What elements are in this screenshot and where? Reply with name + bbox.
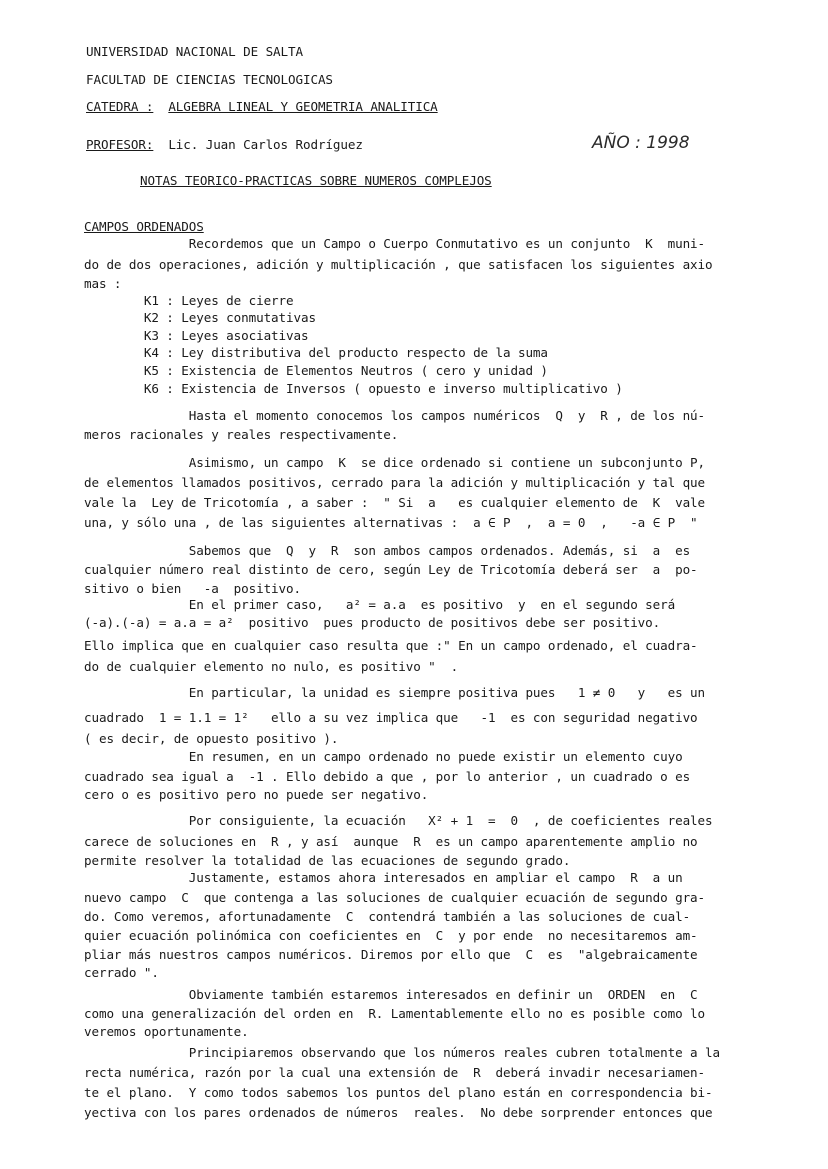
body-line: vale la Ley de Tricotomía , a saber : " Si a es cualquier elemento de K vale: [84, 495, 706, 510]
body-line: cero o es positivo pero no puede ser negativo.: [84, 787, 429, 802]
professor-label: PROFESOR:: [86, 137, 154, 152]
body-line: cerrado ".: [84, 965, 159, 980]
year-handwritten: AÑO : 1998: [592, 133, 690, 153]
body-line: recta numérica, razón por la cual una extensión de R deberá invadir necesariamen-: [84, 1065, 706, 1080]
body-line: En el primer caso, a² = a.a es positivo y en el segundo será: [84, 597, 676, 612]
chair-label: CATEDRA :: [86, 99, 154, 114]
body-line: cualquier número real distinto de cero, según Ley de Tricotomía deberá ser a po-: [84, 562, 698, 577]
body-line: En particular, la unidad es siempre positiva pues 1 ≠ 0 y es un: [84, 685, 706, 700]
body-line: pliar más nuestros campos numéricos. Diremos por ello que C es "algebraicamente: [84, 947, 698, 962]
body-line: Recordemos que un Campo o Cuerpo Conmutativo es un conjunto K muni-: [84, 236, 706, 251]
body-line: Ello implica que en cualquier caso resulta que :" En un campo ordenado, el cuadra-: [84, 638, 698, 653]
body-line: Hasta el momento conocemos los campos numéricos Q y R , de los nú-: [84, 408, 706, 423]
axiom-item: K2 : Leyes conmutativas: [84, 310, 316, 325]
university-name: UNIVERSIDAD NACIONAL DE SALTA: [86, 44, 303, 59]
body-line: Asimismo, un campo K se dice ordenado si contiene un subconjunto P,: [84, 455, 706, 470]
professor-value: Lic. Juan Carlos Rodríguez: [168, 137, 363, 152]
body-line: cuadrado 1 = 1.1 = 1² ello a su vez implica que -1 es con seguridad negativo: [84, 710, 698, 725]
body-line: sitivo o bien -a positivo.: [84, 581, 301, 596]
professor-line: [86, 137, 363, 152]
body-line: ( es decir, de opuesto positivo ).: [84, 731, 339, 746]
faculty-name: FACULTAD DE CIENCIAS TECNOLOGICAS: [86, 72, 333, 87]
chair-value: ALGEBRA LINEAL Y GEOMETRIA ANALITICA: [168, 99, 438, 114]
body-line: carece de soluciones en R , y así aunque R es un campo aparentemente amplio no: [84, 834, 698, 849]
body-line: yectiva con los pares ordenados de números reales. No debe sorprender entonces que: [84, 1105, 713, 1120]
body-line: Por consiguiente, la ecuación X² + 1 = 0 , de coeficientes reales: [84, 813, 713, 828]
body-line: Justamente, estamos ahora interesados en ampliar el campo R a un: [84, 870, 683, 885]
axiom-item: K6 : Existencia de Inversos ( opuesto e inverso multiplicativo ): [84, 381, 623, 396]
body-line: veremos oportunamente.: [84, 1024, 249, 1039]
axiom-item: K5 : Existencia de Elementos Neutros ( cero y unidad ): [84, 363, 548, 378]
body-line: quier ecuación polinómica con coeficientes en C y por ende no necesitaremos am-: [84, 928, 698, 943]
body-line: do de dos operaciones, adición y multiplicación , que satisfacen los siguientes axio: [84, 257, 713, 272]
body-line: una, y sólo una , de las siguientes alternativas : a ∈ P , a = 0 , -a ∈ P ": [84, 515, 698, 530]
body-line: (-a).(-a) = a.a = a² positivo pues producto de positivos debe ser positivo.: [84, 615, 661, 630]
body-line: Sabemos que Q y R son ambos campos ordenados. Además, si a es: [84, 543, 691, 558]
body-line: do. Como veremos, afortunadamente C contendrá también a las soluciones de cual-: [84, 909, 691, 924]
axiom-item: K3 : Leyes asociativas: [84, 328, 309, 343]
body-line: mas :: [84, 276, 122, 291]
body-line: permite resolver la totalidad de las ecuaciones de segundo grado.: [84, 853, 571, 868]
axiom-item: K1 : Leyes de cierre: [84, 293, 294, 308]
body-line: Obviamente también estaremos interesados en definir un ORDEN en C: [84, 987, 698, 1002]
section-heading: CAMPOS ORDENADOS: [84, 219, 204, 234]
axiom-item: K4 : Ley distributiva del producto respecto de la suma: [84, 345, 548, 360]
document-title: NOTAS TEORICO-PRACTICAS SOBRE NUMEROS COMPLEJOS: [140, 173, 492, 188]
body-line: de elementos llamados positivos, cerrado para la adición y multiplicación y tal que: [84, 475, 706, 490]
body-line: nuevo campo C que contenga a las soluciones de cualquier ecuación de segundo gra-: [84, 890, 706, 905]
body-line: cuadrado sea igual a -1 . Ello debido a que , por lo anterior , un cuadrado o es: [84, 769, 691, 784]
chair-line: [86, 99, 438, 114]
body-line: te el plano. Y como todos sabemos los puntos del plano están en correspondencia bi-: [84, 1085, 713, 1100]
body-line: do de cualquier elemento no nulo, es positivo " .: [84, 659, 459, 674]
body-line: como una generalización del orden en R. Lamentablemente ello no es posible como lo: [84, 1006, 706, 1021]
body-line: Principiaremos observando que los números reales cubren totalmente a la: [84, 1045, 720, 1060]
body-line: meros racionales y reales respectivamente.: [84, 427, 399, 442]
body-line: En resumen, en un campo ordenado no puede existir un elemento cuyo: [84, 749, 683, 764]
